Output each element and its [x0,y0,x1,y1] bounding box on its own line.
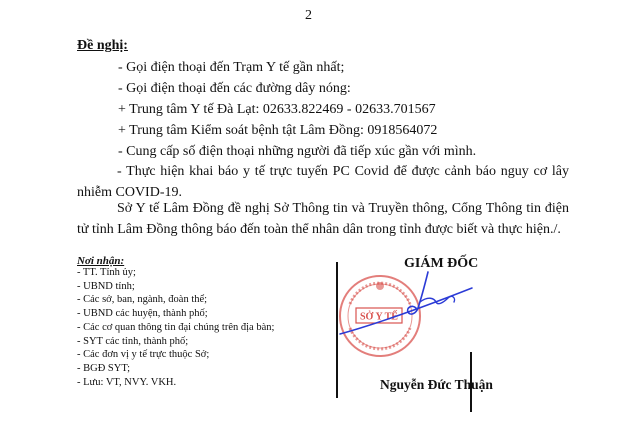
recipient-item: - UBND tỉnh; [77,280,135,292]
stamp-label: SỞ Y TẾ [360,311,398,323]
bullet-contacts: - Cung cấp số điện thoại những người đã tiếp xúc gần với mình. [118,144,477,159]
page-number: 2 [305,8,312,23]
signer-name: Nguyễn Đức Thuận [380,377,493,392]
signature-title: GIÁM ĐỐC [404,256,479,271]
recipients-title: Nơi nhận: [77,255,125,267]
recipient-item: - BGĐ SYT; [77,362,131,374]
bullet-hotlines: - Gọi điện thoại đến các đường dây nóng: [118,81,351,96]
recipient-item: - TT. Tỉnh ủy; [77,267,136,278]
recipient-item: - SYT các tỉnh, thành phố; [77,335,189,347]
bullet-dalat-center: + Trung tâm Y tế Đà Lạt: 02633.822469 - 02633.701567 [118,102,436,117]
recipient-item: - Các sở, ban, ngành, đoàn thể; [77,294,208,306]
paragraph-request: Sở Y tế Lâm Đồng đề nghị Sở Thông tin và Truyền thông, Cổng Thông tin điện tử tỉnh Lâm Đồng thông báo đến toàn thể nhân dân trong tỉnh được biết và thực hiện./. [77,201,569,237]
section-heading: Đề nghị: [77,38,128,53]
paragraph-declaration: - Thực hiện khai báo y tế trực tuyến PC Covid để được cảnh báo nguy cơ lây nhiễm COVID-19. [77,164,569,200]
recipient-item: - Các đơn vị y tế trực thuộc Sở; [77,349,210,361]
recipient-item: - UBND các huyện, thành phố; [77,308,208,320]
recipient-item: - Các cơ quan thông tin đại chúng trên địa bàn; [77,321,275,333]
handwritten-signature-icon [336,268,476,340]
bullet-cdc-lamdong: + Trung tâm Kiểm soát bệnh tật Lâm Đồng: 0918564072 [118,123,438,138]
recipient-item: - Lưu: VT, NVY. VKH. [77,376,177,388]
bullet-nearest-station: - Gọi điện thoại đến Trạm Y tế gần nhất; [118,60,345,75]
recipients-list [77,266,274,389]
